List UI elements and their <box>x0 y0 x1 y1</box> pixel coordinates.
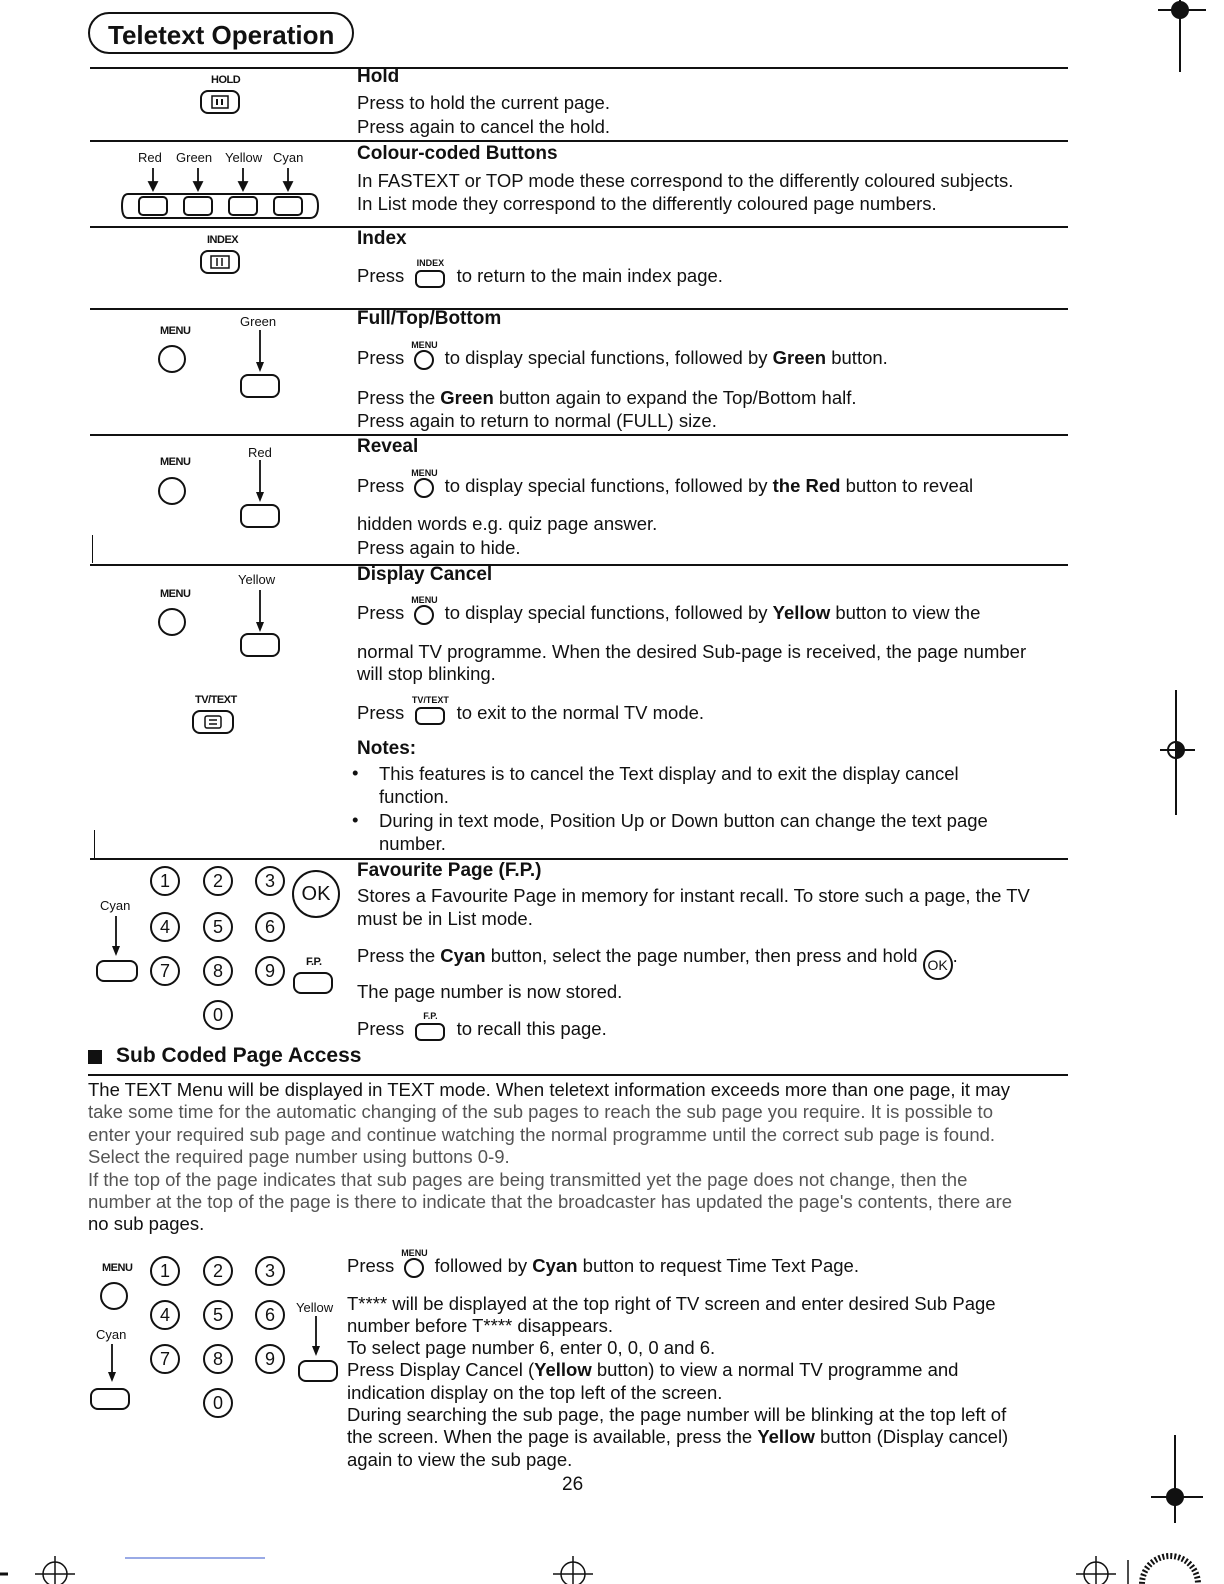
digit-2-button[interactable]: 2 <box>203 866 233 896</box>
reveal-text-3: Press again to hide. <box>357 537 521 558</box>
index-text: Press INDEX to return to the main index page. <box>357 258 723 286</box>
reveal-title: Reveal <box>357 436 419 457</box>
colour-text-1: In FASTEXT or TOP mode these correspond to the differently coloured subjects. <box>357 170 1014 191</box>
fulltop-text-2: Press the Green button again to expand the Top/Bottom half. <box>357 387 857 408</box>
inline-menu-button: MENU <box>409 346 439 368</box>
digit-2-button[interactable]: 2 <box>203 1256 233 1286</box>
notes-title: Notes: <box>357 738 417 759</box>
menu-button[interactable] <box>158 345 186 373</box>
index-icon <box>209 255 231 269</box>
digit-7-button[interactable]: 7 <box>150 1344 180 1374</box>
digit-9-button[interactable]: 9 <box>255 1344 285 1374</box>
tvtext-key-label: TV/TEXT <box>195 694 237 706</box>
registration-mark-icon <box>1145 1435 1205 1525</box>
hold-key-label: HOLD <box>211 74 241 86</box>
fulltop-title: Full/Top/Bottom <box>357 308 502 329</box>
hold-text-1: Press to hold the current page. <box>357 92 610 113</box>
inline-index-button: INDEX <box>409 264 451 286</box>
cancel-title: Display Cancel <box>357 564 493 585</box>
digit-3-button[interactable]: 3 <box>255 1256 285 1286</box>
sub-para-7: no sub pages. <box>88 1213 205 1234</box>
fav-text-1: Stores a Favourite Page in memory for instant recall. To store such a page, the TV <box>357 885 1030 906</box>
inline-menu-button: MENU <box>409 601 439 623</box>
red-button[interactable] <box>240 504 280 528</box>
colour-text-2: In List mode they correspond to the differently coloured page numbers. <box>357 193 937 214</box>
hold-icon <box>208 95 232 109</box>
sub-step-8: the screen. When the page is available, press the Yellow button (Display cancel) <box>347 1426 1009 1447</box>
digit-0-button[interactable]: 0 <box>203 1000 233 1030</box>
fav-text-2: must be in List mode. <box>357 908 533 929</box>
digit-1-button[interactable]: 1 <box>150 1256 180 1286</box>
green-label: Green <box>176 150 213 165</box>
fav-title: Favourite Page (F.P.) <box>357 860 542 881</box>
digit-5-button[interactable]: 5 <box>203 912 233 942</box>
cancel-text-2: normal TV programme. When the desired Sub-page is received, the page number <box>357 641 1027 662</box>
digit-4-button[interactable]: 4 <box>150 912 180 942</box>
inline-menu-button: MENU <box>399 1254 429 1276</box>
yellow-button[interactable] <box>228 196 258 216</box>
sub-para-6: number at the top of the page is there to indicate that the broadcaster has updated the page's contents, there are <box>88 1191 1013 1212</box>
sub-step-2: T**** will be displayed at the top right of TV screen and enter desired Sub Page <box>347 1293 996 1314</box>
sub-step-5: Press Display Cancel (Yellow button) to view a normal TV programme and <box>347 1359 959 1380</box>
page-title: Teletext Operation <box>88 12 354 54</box>
inline-ok-button: OK <box>923 950 953 980</box>
sub-step-6: indication display on the top left of the screen. <box>347 1382 723 1403</box>
cancel-text-3: will stop blinking. <box>357 663 496 684</box>
red-label: Red <box>138 150 162 165</box>
digit-6-button[interactable]: 6 <box>255 1300 285 1330</box>
digit-7-button[interactable]: 7 <box>150 956 180 986</box>
digit-5-button[interactable]: 5 <box>203 1300 233 1330</box>
digit-0-button[interactable]: 0 <box>203 1388 233 1418</box>
digit-9-button[interactable]: 9 <box>255 956 285 986</box>
page-number: 26 <box>562 1474 584 1495</box>
index-key-label: INDEX <box>207 234 239 246</box>
hold-title: Hold <box>357 66 400 87</box>
section-bullet-icon <box>88 1050 102 1064</box>
red-button[interactable] <box>138 196 168 216</box>
inline-menu-button: MENU <box>409 474 439 496</box>
digit-4-button[interactable]: 4 <box>150 1300 180 1330</box>
reveal-text-1: Press MENU to display special functions, followed by the Red button to reveal <box>357 468 974 496</box>
arrow-down-icon <box>106 1344 118 1384</box>
sub-para-2: take some time for the automatic changing of the sub pages to reach the sub page you require. It is possible to <box>88 1101 993 1122</box>
digit-8-button[interactable]: 8 <box>203 1344 233 1374</box>
fav-text-3: Press the Cyan button, select the page number, then press and hold OK . <box>357 944 958 980</box>
fp-key-label: F.P. <box>306 956 322 968</box>
note-1b: function. <box>379 786 449 807</box>
reveal-text-2: hidden words e.g. quiz page answer. <box>357 513 658 534</box>
index-title: Index <box>357 228 407 249</box>
digit-3-button[interactable]: 3 <box>255 866 285 896</box>
sub-para-5: If the top of the page indicates that sub pages are being transmitted yet the page does not change, then the <box>88 1169 968 1190</box>
menu-key-label: MENU <box>160 588 191 600</box>
menu-key-label: MENU <box>102 1262 133 1274</box>
cyan-button[interactable] <box>90 1388 130 1410</box>
cyan-label: Cyan <box>273 150 304 165</box>
crop-marks <box>0 1540 1224 1584</box>
tvtext-text: Press TV/TEXT to exit to the normal TV mode. <box>357 695 705 723</box>
digit-6-button[interactable]: 6 <box>255 912 285 942</box>
sub-para-3: enter your required sub page and continue watching the normal programme until the correct sub page is found. <box>88 1124 996 1145</box>
cyan-button[interactable] <box>96 960 138 982</box>
red-label: Red <box>248 445 272 460</box>
sub-para-1: The TEXT Menu will be displayed in TEXT mode. When teletext information exceeds more than one page, it may <box>88 1079 1011 1100</box>
sub-step-7: During searching the sub page, the page number will be blinking at the top left of <box>347 1404 1007 1425</box>
menu-button[interactable] <box>158 477 186 505</box>
arrow-down-icon <box>110 916 122 958</box>
menu-button[interactable] <box>100 1282 128 1310</box>
green-button[interactable] <box>240 374 280 398</box>
green-button[interactable] <box>183 196 213 216</box>
sub-heading: Sub Coded Page Access <box>116 1044 362 1067</box>
registration-mark-icon <box>1150 690 1200 820</box>
yellow-label: Yellow <box>296 1300 334 1315</box>
arrow-down-icon <box>310 1316 322 1358</box>
colour-title: Colour-coded Buttons <box>357 143 558 164</box>
sub-step-9: again to view the sub page. <box>347 1449 573 1470</box>
inline-tvtext-button: TV/TEXT <box>409 701 451 723</box>
digit-8-button[interactable]: 8 <box>203 956 233 986</box>
menu-button[interactable] <box>158 608 186 636</box>
note-2b: number. <box>379 833 446 854</box>
cyan-label: Cyan <box>96 1327 127 1342</box>
note-1a: This features is to cancel the Text display and to exit the display cancel <box>379 763 959 784</box>
arrow-down-icon <box>254 330 266 374</box>
sub-step-3: number before T**** disappears. <box>347 1315 614 1336</box>
yellow-button[interactable] <box>240 633 280 657</box>
menu-key-label: MENU <box>160 456 191 468</box>
fav-text-4: The page number is now stored. <box>357 981 623 1002</box>
hold-text-2: Press again to cancel the hold. <box>357 116 610 137</box>
note-2a: During in text mode, Position Up or Down button can change the text page <box>379 810 988 831</box>
sub-step-4: To select page number 6, enter 0, 0, 0 and 6. <box>347 1337 716 1358</box>
registration-mark-icon <box>1150 0 1210 80</box>
yellow-button[interactable] <box>298 1360 338 1382</box>
tvtext-icon <box>202 715 224 729</box>
sub-step-1: Press MENU followed by Cyan button to request Time Text Page. <box>347 1248 859 1276</box>
sub-para-4: Select the required page number using buttons 0-9. <box>88 1146 510 1167</box>
menu-key-label: MENU <box>160 325 191 337</box>
fp-button[interactable] <box>293 972 333 994</box>
green-label: Green <box>240 314 277 329</box>
fav-text-5: Press F.P. to recall this page. <box>357 1011 607 1039</box>
cancel-text-1: Press MENU to display special functions, followed by Yellow button to view the <box>357 595 981 623</box>
cyan-button[interactable] <box>273 196 303 216</box>
fulltop-text-3: Press again to return to normal (FULL) size. <box>357 410 717 431</box>
inline-fp-button: F.P. <box>409 1017 451 1039</box>
fulltop-text-1: Press MENU to display special functions, followed by Green button. <box>357 340 888 368</box>
arrow-down-icon <box>254 460 266 504</box>
yellow-label: Yellow <box>225 150 263 165</box>
digit-1-button[interactable]: 1 <box>150 866 180 896</box>
yellow-label: Yellow <box>238 572 276 587</box>
cyan-label: Cyan <box>100 898 131 913</box>
ok-button[interactable]: OK <box>292 870 340 918</box>
arrow-down-icon <box>254 590 266 634</box>
